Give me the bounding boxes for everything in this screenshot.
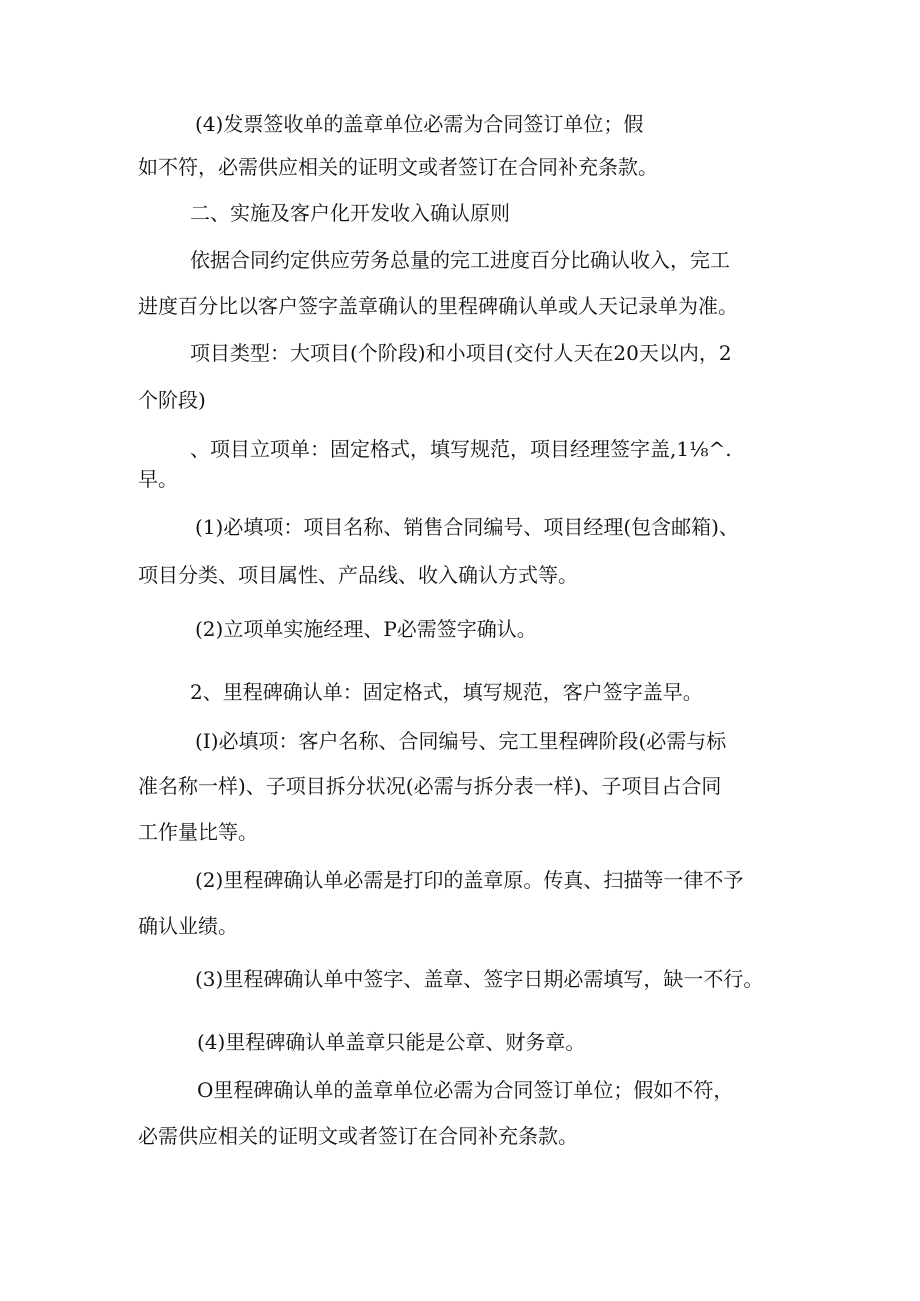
paragraph-0-line-1: 如不符，必需供应相关的证明文或者签订在合同补充条款。 xyxy=(138,155,658,179)
paragraph-2-line-1: 进度百分比以客户签字盖章确认的里程碑确认单或人天记录单为准。 xyxy=(138,294,738,318)
paragraph-9-line-0: (2)里程碑确认单必需是打印的盖章原。传真、扫描等一律不予 xyxy=(195,868,744,892)
paragraph-8-line-1: 准名称一样)、子项目拆分状况(必需与拆分表一样)、子项目占合同 xyxy=(138,774,722,798)
paragraph-3-line-0: 项目类型：大项目(个阶段)和小项目(交付人天在20天以内，2 xyxy=(190,341,732,365)
paragraph-4-line-1: 早。 xyxy=(138,467,178,491)
paragraph-12-line-0: O里程碑确认单的盖章单位必需为合同签订单位；假如不符， xyxy=(197,1078,734,1102)
paragraph-11-line-0: (4)里程碑确认单盖章只能是公章、财务章。 xyxy=(197,1030,586,1054)
paragraph-12-line-1: 必需供应相关的证明文或者签订在合同补充条款。 xyxy=(138,1124,578,1148)
paragraph-10-line-0: (3)里程碑确认单中签字、盖章、签字日期必需填写，缺一不行。 xyxy=(195,967,764,991)
paragraph-6-line-0: (2)立项单实施经理、P必需签字确认。 xyxy=(195,617,537,641)
paragraph-8-line-2: 工作量比等。 xyxy=(138,820,258,844)
paragraph-2-line-0: 依据合同约定供应劳务总量的完工进度百分比确认收入，完工 xyxy=(190,248,730,272)
paragraph-9-line-1: 确认业绩。 xyxy=(138,914,238,938)
paragraph-5-line-1: 项目分类、项目属性、产品线、收入确认方式等。 xyxy=(138,563,578,587)
section-heading: 二、实施及客户化开发收入确认原则 xyxy=(190,201,510,225)
paragraph-7-line-0: 2、里程碑确认单：固定格式，填写规范，客户签字盖早。 xyxy=(190,680,703,704)
paragraph-3-line-1: 个阶段) xyxy=(138,388,206,412)
paragraph-5-line-0: (1)必填项：项目名称、销售合同编号、项目经理(包含邮箱)、 xyxy=(195,515,739,539)
paragraph-0-line-0: (4)发票签收单的盖章单位必需为合同签订单位；假 xyxy=(195,112,644,136)
paragraph-8-line-0: (I)必填项：客户名称、合同编号、完工里程碑阶段(必需与标 xyxy=(195,729,727,753)
paragraph-4-line-0: 、项目立项单：固定格式，填写规范，项目经理签字盖,1⅛^. xyxy=(190,437,732,461)
